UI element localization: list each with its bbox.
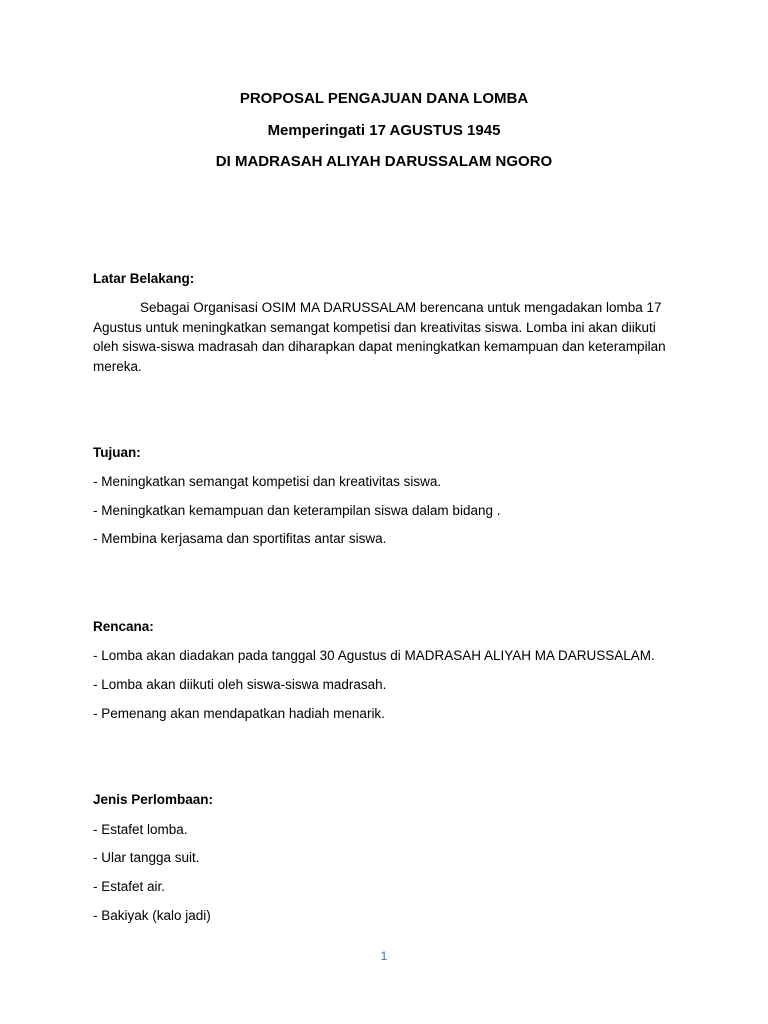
- page-number: 1: [380, 949, 388, 963]
- list-item-rencana: - Lomba akan diadakan pada tanggal 30 Agustus di MADRASAH ALIYAH MA DARUSSALAM.: [93, 648, 655, 663]
- section-heading-rencana: Rencana:: [93, 619, 154, 634]
- list-item-rencana: - Lomba akan diikuti oleh siswa-siswa madrasah.: [93, 677, 387, 692]
- latar-belakang-text: Sebagai Organisasi OSIM MA DARUSSALAM berencana untuk mengadakan lomba 17 Agustus untuk meningkatkan semangat kompetisi dan kreativitas siswa. Lomba ini akan diikuti oleh siswa-siswa madrasah dan diharapkan dapat meningkatkan kemampuan dan keterampilan mereka.: [93, 300, 666, 374]
- list-item-perlombaan: - Bakiyak (kalo jadi): [93, 908, 211, 923]
- list-item-rencana: - Pemenang akan mendapatkan hadiah menarik.: [93, 706, 385, 721]
- latar-belakang-paragraph: [93, 298, 678, 376]
- list-item-perlombaan: - Ular tangga suit.: [93, 850, 200, 865]
- document-subtitle: Memperingati 17 AGUSTUS 1945: [267, 122, 501, 139]
- list-item-tujuan: - Membina kerjasama dan sportifitas antar siswa.: [93, 531, 387, 546]
- document-location-title: DI MADRASAH ALIYAH DARUSSALAM NGORO: [215, 153, 553, 170]
- list-item-tujuan: - Meningkatkan semangat kompetisi dan kreativitas siswa.: [93, 474, 442, 489]
- section-heading-tujuan: Tujuan:: [93, 445, 141, 460]
- list-item-tujuan: - Meningkatkan kemampuan dan keterampilan siswa dalam bidang .: [93, 503, 501, 518]
- document-title: PROPOSAL PENGAJUAN DANA LOMBA: [239, 90, 529, 107]
- section-heading-jenis-perlombaan: Jenis Perlombaan:: [93, 792, 214, 807]
- list-item-perlombaan: - Estafet air.: [93, 879, 166, 894]
- section-heading-latar-belakang: Latar Belakang:: [93, 271, 195, 286]
- list-item-perlombaan: - Estafet lomba.: [93, 822, 188, 837]
